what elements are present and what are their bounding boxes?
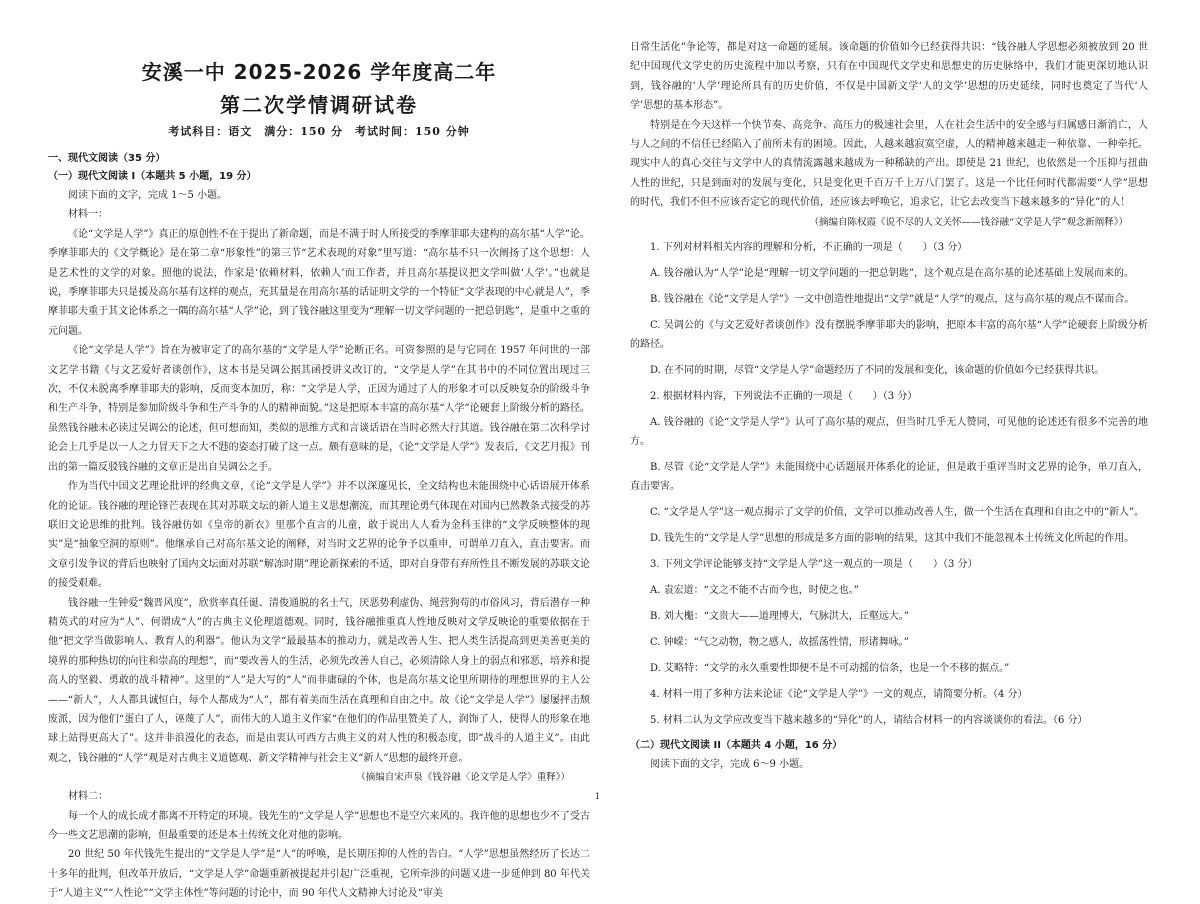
material2-paragraph: 特别是在今天这样一个快节奏、高竞争、高压力的极速社会里，人在社会生活中的安全感与归属感日渐消亡，人与人之间的不信任已经陷入了前所未有的困境。因此，人越来越寂寞空虚，人的精神越来越走一种依靠、一种牵托。现实中人的真心交往与文学中人的真情流露越来越成为一种稀缺的产出。即使是 21 世纪，也依然是一个压抑与扭曲人性的世纪，只是到面对的发展与变化，只是变化更千百万千上万八门罢了。这是一个比任何时代都需要“人学”思想的时代，我们不但不应该否定它的现代价值，还应该去呼唤它，追求它，让它去改变当下越来越多的“异化”的人！ (630, 119, 1148, 209)
question-3-stem: 3. 下列文学评论能够支持“文学是人学”这一观点的一项是（ ）（3 分） (650, 558, 978, 570)
question-1-option-d: D. 在不同的时期，尽管“文学是人学”命题经历了不同的发展和变化，该命题的价值如今已经获得共识。 (650, 364, 1105, 376)
exam-title-line2: 第二次学情调研试卷 (220, 93, 418, 117)
subsection-heading: （一）现代文阅读 I（本题共 5 小题，19 分） (48, 171, 257, 182)
question-3-option-b: B. 刘大櫆：“文贵大——道理博大，气脉洪大，丘壑远大。” (650, 610, 909, 622)
material2-continuation: 日常生活化”争论等，都是对这一命题的延展。该命题的价值如今已经获得共识：“钱谷融人学思想必须被放到 20 世纪中国现代文学史的历史流程中加以考察，只有在中国现代文学史和思想史的历史脉络中，我们才能更深切地认识到，钱谷融的‘人学’理论所具有的历史价值，不仅是中国新文学‘人的文学’思想的历史延续，同时也奠定了当代‘人学’思想的基本形态”。 (630, 42, 1148, 112)
material1-paragraph: 《论“文学是人学”》真正的原创性不在于提出了新命题，而是不满于时人所接受的季摩菲耶夫建构的高尔基“人学”论。季摩菲耶夫的《文学概论》是在第二章“形象性”的第三节“艺术表现的对象”里写道：“高尔基不只一次阐扬了这个思想：人是艺术性的文学的对象。照他的说法，作家是‘依赖材料，依赖人’而工作者，并且高尔基提议把文学叫做‘人学’。”也就是说，季摩菲耶夫只是援及高尔基有这样的观点，充其量是在用高尔基的话证明文学的一个特征“文学表现的中心就是人”，季摩菲耶夫重于其文论体系之一隅的高尔基“人学”论，到了钱谷融这里变为“理解一切文学问题的一把总钥匙”，是重中之重的元问题。 (48, 228, 590, 337)
section2-instruction: 阅读下面的文字，完成 6～9 小题。 (650, 758, 810, 770)
question-5-stem: 5. 材料二认为文学应改变当下越来越多的“异化”的人，请结合材料一的内容谈谈你的看法。（6 分） (650, 714, 1088, 726)
instruction: 阅读下面的文字，完成 1～5 小题。 (68, 190, 228, 201)
exam-meta: 考试科目：语文 满分：150 分 考试时间：150 分钟 (168, 125, 470, 138)
question-3-option-a: A. 袁宏道：“文之不能不古而今也，时使之也。” (650, 584, 859, 596)
question-4-stem: 4. 材料一用了多种方法来论证《论“文学是人学”》一文的观点，请简要分析。（4 分） (650, 688, 1028, 700)
question-1-option-a: A. 钱谷融认为“人学”论是“理解一切文学问题的一把总钥匙”，这个观点是在高尔基的论述基础上发展而来的。 (650, 267, 1135, 279)
section2-heading: （二）现代文阅读 II（本题共 4 小题，16 分） (630, 739, 843, 751)
page-number: 1 (595, 792, 601, 801)
question-3-option-d: D. 艾略特：“文学的永久重要性即便不是不可动摇的信条，也是一个不移的据点。” (650, 662, 1010, 674)
section-heading: 一、现代文阅读（35 分） (48, 153, 166, 164)
material1-paragraph: 钱谷融一生钟爱“魏晋风度”，欣赏率真任诞、清俊通脱的名士气，厌恶势利虚伪、绳营狗苟的市俗风习，背后潜存一种精英式的对应为“人”、何谓成“人”的古典主义伦理道德观。同时，钱谷融推重真人性地反映对文学反映论的重要依据在于他“把文学当做影响人、教育人的利器”。他认为文学“最最基本的推动力，就是改善人生、把人类生活提高到更美善更美的境界的那种热切的向往和崇高的理想”，而“要改善人的生活，必须先改善人自己，必须清除人身上的弱点和邪恶，培养和提高人的坚毅、勇敢的战斗精神”。这里的“人”是大写的“人”而非庸碌的个体，也是高尔基文论里所期待的理想世界的主人公——“新人”，人人都具诚恒白，每个人都成为“人”，都有着美而生活在真理和自由之中。故《论“文学是人学”》屡屡抨击颓废派，因为他们“蛋白了人，诬蔑了人”，而伟大的人道主义作家“在他们的作品里赞美了人，润饰了人，使得人的形象在地球上站得更高大了”。这并非浪漫化的表态，而是由衷认可西方古典主义的对人性的积极态度，即“战斗的人道主义”。由此观之，钱谷融的“人学”观是对古典主义道德观、新文学精神与社会主义“新人”思想的最终开意。 (48, 597, 590, 764)
question-2-option-d: D. 钱先生的“文学是人学”思想的形成是多方面的影响的结果，这其中我们不能忽视本土传统文化所起的作用。 (650, 532, 1135, 544)
section1-body (48, 150, 590, 904)
material1-label: 材料一： (68, 209, 108, 221)
question-1-stem: 1. 下列对材料相关内容的理解和分析，不正确的一项是（ ）（3 分） (650, 241, 968, 253)
material2-label: 材料二： (68, 791, 108, 803)
question-2-stem: 2. 根据材料内容，下列说法不正确的一项是（ ）（3 分） (650, 390, 918, 402)
question-2-option-a: A. 钱谷融的《论“文学是人学”》认可了高尔基的观点，但当时几乎无人赞同，可见他的论述还有很多不完善的地方。 (630, 416, 1148, 447)
material2-source: （摘编自陈权霞《说不尽的人文关怀——钱谷融“文学是人学”观念新阐释》） (809, 216, 1128, 228)
material2-paragraph: 每一个人的成长成才都离不开特定的环境。钱先生的“文学是人学”思想也不是空穴来风的。我许他的思想也少不了受古今一些文艺思潮的影响，但最重要的还是本土传统文化对他的影响。 (48, 810, 590, 841)
question-2-option-c: C. “文学是人学”这一观点揭示了文学的价值，文学可以推动改善人生，做一个生活在真理和自由之中的“新人”。 (650, 506, 1145, 518)
material1-paragraph: 作为当代中国文艺理论批评的经典文章，《论“文学是人学”》并不以深邃见长，全文结构也未能围绕中心话语展开体系化的论证。钱谷融的理论锋芒表现在其对苏联文坛的新人道主义思想潮流，而其理论勇气体现在对国内已然教条式接受的苏联旧文论思维的批判。钱谷融仿如《皇帝的新衣》里那个直言的儿童，敢于说出人人看为金科玉律的“文学反映整体的现实”是“抽象空洞的原则”。他继承自己对高尔基文论的阐释，对当时文艺界的论争予以重申，可谓单刀直入，直击要害。而文章引发争议的背后也映射了国内文坛面对苏联“解冻时期”理论新探索的不适，即对自身带有弃所性且不断发展的苏联文论的接受艰难。 (48, 481, 590, 590)
question-3-option-c: C. 钟嵘：“气之动物，物之感人，故摇荡性情，形诸舞咏。” (650, 636, 909, 648)
material1-source: （摘编自宋声泉《钱谷融〈论文学是人学〉重释》） (356, 772, 570, 784)
question-2-option-b: B. 尽管《论“文学是人学”》未能围绕中心话题展开体系化的论证，但是敢于重评当时文艺界的论争，单刀直入，直击要害。 (630, 461, 1148, 492)
material1-paragraph: 《论“文学是人学”》旨在为被审定了的高尔基的“文学是人学”论断正名。可资参照的是与它同在 1957 年问世的一部文艺学书籍《与文艺爱好者谈创作》，这本书是吴调公据其函授讲义改订的，“文学是人学”在其书中的不同位置出现过三次，不仅未脱离季摩菲耶夫的影响，反而变本加厉，称：“文学是人学，正因为通过了人的形象才可以反映复杂的阶级斗争和生产斗争，特别是参加阶级斗争和生产斗争的人的精神面貌。”这是把原本丰富的高尔基“人学”论硬套上阶级分析的路径。虽然钱谷融未必读过吴调公的论述，但可想而知，类似的思维方式和言谈话语在当时必然大行其道。钱谷融在第二次科学讨论会上几乎是以一人之力冒天下之大不韪的姿态打破了这一点。颇有意味的是，《论“文学是人学”》发表后，《文艺月报》刊出的第一篇反驳钱谷融的文章正是出自吴调公之手。 (48, 345, 590, 473)
right-column-body (630, 38, 1148, 774)
material2-paragraph: 20 世纪 50 年代钱先生提出的“文学是人学”是“人”的呼唤，是长期压抑的人性的告白。“人学”思想虽然经历了长达二十多年的批判，但改革开放后，“文学是人学”命题重新被提起并引起广泛重视，它所牵涉的问题又进一步延伸到 80 年代关于“人道主义”“人性论”“文学主体性”等问题的讨论中，而 90 年代人文精神大讨论及“审美 (48, 849, 590, 900)
question-1-option-b: B. 钱谷融在《论“文学是人学”》一文中创造性地提出“文学”就是“人学”的观点，这与高尔基的观点不谋而合。 (650, 293, 1135, 305)
exam-title-line1: 安溪一中 2025-2026 学年度高二年 (141, 60, 497, 84)
question-1-option-c: C. 吴调公的《与文艺爱好者谈创作》没有摆脱季摩菲耶夫的影响，把原本丰富的高尔基“人学”论硬套上阶级分析的路径。 (630, 319, 1148, 350)
